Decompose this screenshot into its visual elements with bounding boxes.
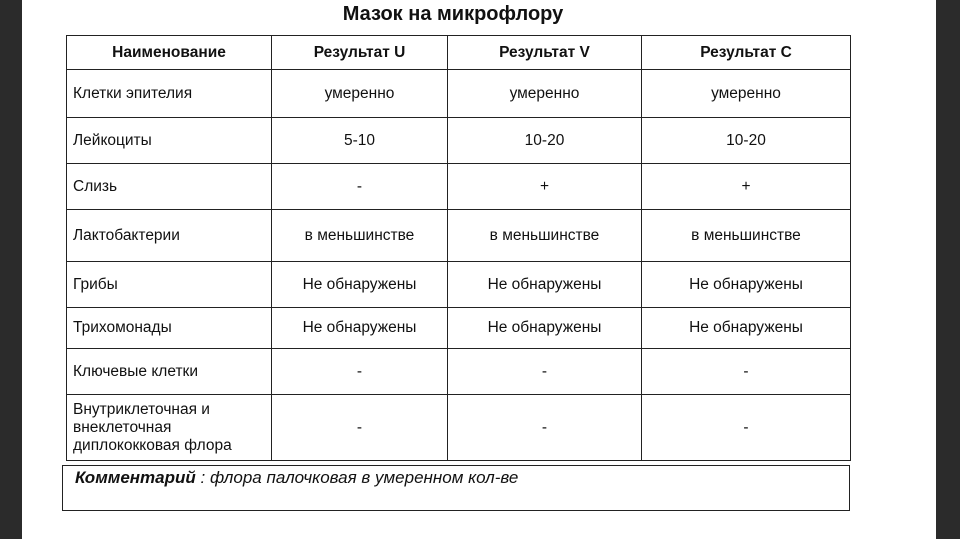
table-row [67,118,851,164]
table-row [67,164,851,210]
page-title: Мазок на микрофлору [342,3,564,25]
row-name: Трихомонады [67,308,272,349]
cell-result-v: + [448,164,642,210]
cell-result-u: - [272,395,448,461]
table-header-row [67,36,851,70]
table-row [67,349,851,395]
cell-result-v: Не обнаружены [448,262,642,308]
row-name: Слизь [67,164,272,210]
cell-result-v: в меньшинстве [448,210,642,262]
row-name: Внутриклеточная и внеклеточная диплококковая флора [67,395,272,461]
comment-label: Комментарий [75,468,196,487]
header-result-u: Результат U [272,36,448,70]
row-name: Лейкоциты [67,118,272,164]
cell-result-u: в меньшинстве [272,210,448,262]
cell-result-c: + [642,164,851,210]
comment-box [62,465,850,511]
cell-result-v: - [448,349,642,395]
comment-separator: : [195,468,210,487]
row-name: Клетки эпителия [67,70,272,118]
table-row [67,262,851,308]
cell-result-c: Не обнаружены [642,308,851,349]
table-row [67,308,851,349]
cell-result-c: умеренно [642,70,851,118]
cell-result-u: Не обнаружены [272,262,448,308]
row-name: Лактобактерии [67,210,272,262]
header-result-c: Результат C [642,36,851,70]
row-name: Грибы [67,262,272,308]
table-row [67,210,851,262]
cell-result-u: - [272,349,448,395]
cell-result-c: - [642,395,851,461]
cell-result-u: Не обнаружены [272,308,448,349]
cell-result-c: в меньшинстве [642,210,851,262]
results-table [66,35,851,461]
header-result-v: Результат V [448,36,642,70]
cell-result-u: умеренно [272,70,448,118]
cell-result-v: Не обнаружены [448,308,642,349]
cell-result-u: - [272,164,448,210]
cell-result-c: 10-20 [642,118,851,164]
table-row [67,70,851,118]
cell-result-v: умеренно [448,70,642,118]
cell-result-c: - [642,349,851,395]
row-name: Ключевые клетки [67,349,272,395]
cell-result-v: - [448,395,642,461]
header-name: Наименование [67,36,272,70]
comment-text: флора палочковая в умеренном кол-ве [209,468,519,487]
cell-result-v: 10-20 [448,118,642,164]
cell-result-c: Не обнаружены [642,262,851,308]
table-row [67,395,851,461]
cell-result-u: 5-10 [272,118,448,164]
